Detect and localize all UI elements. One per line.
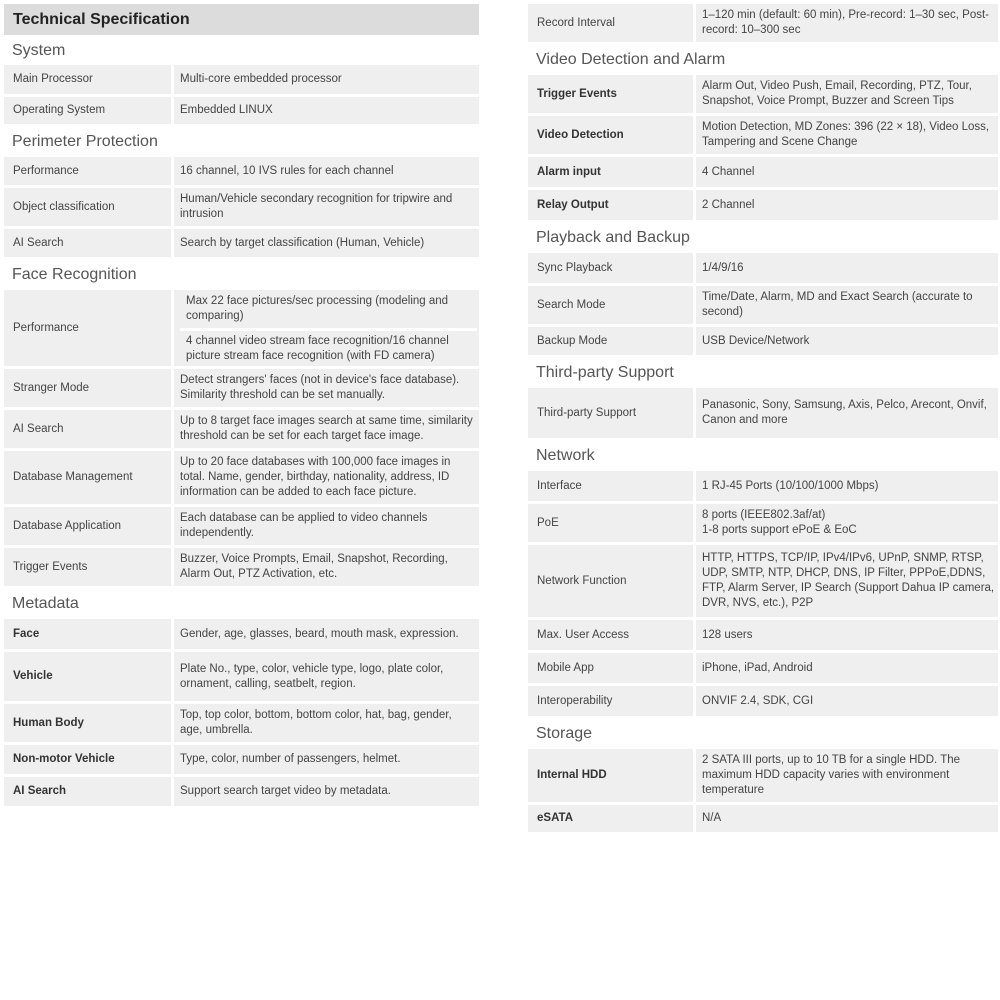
spec-row bbox=[528, 190, 998, 220]
spec-label: Sync Playback bbox=[528, 253, 696, 283]
spec-row bbox=[4, 451, 479, 504]
spec-row bbox=[528, 471, 998, 501]
spec-label: AI Search bbox=[4, 229, 174, 257]
spec-row bbox=[528, 253, 998, 283]
spec-label: Performance bbox=[4, 157, 174, 185]
spec-label: Backup Mode bbox=[528, 327, 696, 355]
spec-row bbox=[528, 388, 998, 438]
section-heading-network: Network bbox=[536, 447, 595, 464]
left-column bbox=[4, 4, 479, 809]
spec-row bbox=[528, 686, 998, 716]
spec-label: Max. User Access bbox=[528, 620, 696, 650]
spec-value: Plate No., type, color, vehicle type, logo, plate color, ornament, calling, seatbelt, region. bbox=[174, 652, 479, 701]
spec-table bbox=[4, 616, 479, 809]
spec-row bbox=[528, 116, 998, 154]
spec-row bbox=[528, 286, 998, 324]
spec-row bbox=[4, 188, 479, 226]
spec-row bbox=[4, 229, 479, 257]
spec-row bbox=[4, 652, 479, 701]
spec-value: 4 Channel bbox=[696, 157, 998, 187]
spec-label: Database Application bbox=[4, 507, 174, 545]
spec-row bbox=[4, 619, 479, 649]
spec-label: Performance bbox=[4, 290, 174, 366]
spec-label: Object classification bbox=[4, 188, 174, 226]
spec-row bbox=[4, 704, 479, 742]
spec-row bbox=[4, 777, 479, 806]
spec-value: Gender, age, glasses, beard, mouth mask, expression. bbox=[174, 619, 479, 649]
section-heading-third-party-support: Third-party Support bbox=[536, 364, 674, 381]
spec-value: Up to 8 target face images search at same time, similarity threshold can be set for each target face image. bbox=[174, 410, 479, 448]
spec-label: Alarm input bbox=[528, 157, 696, 187]
section-heading-face-recognition: Face Recognition bbox=[12, 266, 137, 283]
spec-value: USB Device/Network bbox=[696, 327, 998, 355]
spec-label: Network Function bbox=[528, 545, 696, 617]
left-spec-body bbox=[4, 37, 479, 809]
spec-value: Up to 20 face databases with 100,000 face images in total. Name, gender, birthday, nationality, address, ID information can be added to each face picture. bbox=[174, 451, 479, 504]
spec-label: eSATA bbox=[528, 805, 696, 832]
section-heading-system: System bbox=[12, 42, 66, 59]
spec-value: Embedded LINUX bbox=[174, 97, 479, 124]
spec-value: 128 users bbox=[696, 620, 998, 650]
spec-value: ONVIF 2.4, SDK, CGI bbox=[696, 686, 998, 716]
spec-value: Motion Detection, MD Zones: 396 (22 × 18), Video Loss, Tampering and Scene Change bbox=[696, 116, 998, 154]
spec-row bbox=[528, 327, 998, 355]
spec-row bbox=[4, 157, 479, 185]
spec-row bbox=[528, 4, 998, 42]
spec-label: Operating System bbox=[4, 97, 174, 124]
spec-value: 2 SATA III ports, up to 10 TB for a single HDD. The maximum HDD capacity varies with environment temperature bbox=[696, 749, 998, 802]
spec-label: AI Search bbox=[4, 777, 174, 806]
spec-row bbox=[4, 65, 479, 94]
spec-row bbox=[528, 653, 998, 683]
spec-value: HTTP, HTTPS, TCP/IP, IPv4/IPv6, UPnP, SNMP, RTSP, UDP, SMTP, NTP, DHCP, DNS, IP Filter, PPPoE,DDNS, FTP, Alarm Server, IP Search (Support Dahua IP camera, DVR, NVS, etc.), P2P bbox=[696, 545, 998, 617]
spec-row bbox=[528, 545, 998, 617]
spec-label: Face bbox=[4, 619, 174, 649]
spec-value: Alarm Out, Video Push, Email, Recording, PTZ, Tour, Snapshot, Voice Prompt, Buzzer and Screen Tips bbox=[696, 75, 998, 113]
spec-label: Non-motor Vehicle bbox=[4, 745, 174, 774]
spec-table bbox=[528, 468, 998, 719]
spec-label: Search Mode bbox=[528, 286, 696, 324]
spec-value: Human/Vehicle secondary recognition for tripwire and intrusion bbox=[174, 188, 479, 226]
section-heading-playback-and-backup: Playback and Backup bbox=[536, 229, 690, 246]
spec-value: 16 channel, 10 IVS rules for each channel bbox=[174, 157, 479, 185]
spec-label: Vehicle bbox=[4, 652, 174, 701]
spec-value: 8 ports (IEEE802.3af/at) 1-8 ports support ePoE & EoC bbox=[696, 504, 998, 542]
right-spec-body bbox=[528, 1, 998, 835]
spec-value: 1/4/9/16 bbox=[696, 253, 998, 283]
spec-table bbox=[528, 72, 998, 223]
spec-table bbox=[4, 62, 479, 127]
section-heading-storage: Storage bbox=[536, 725, 593, 742]
spec-value: N/A bbox=[696, 805, 998, 832]
spec-value: Search by target classification (Human, Vehicle) bbox=[174, 229, 479, 257]
spec-value: Panasonic, Sony, Samsung, Axis, Pelco, Arecont, Onvif, Canon and more bbox=[696, 388, 998, 438]
spec-label: PoE bbox=[528, 504, 696, 542]
spec-value: Detect strangers' faces (not in device's face database). Similarity threshold can be set manually. bbox=[174, 369, 479, 407]
spec-label: Database Management bbox=[4, 451, 174, 504]
spec-value: 4 channel video stream face recognition/16 channel picture stream face recognition (with FD camera) bbox=[180, 328, 477, 366]
spec-value: Support search target video by metadata. bbox=[174, 777, 479, 806]
spec-row bbox=[4, 548, 479, 586]
spec-row bbox=[528, 805, 998, 832]
spec-row bbox=[4, 97, 479, 124]
spec-table bbox=[528, 1, 998, 45]
spec-value: Time/Date, Alarm, MD and Exact Search (accurate to second) bbox=[696, 286, 998, 324]
spec-value: Max 22 face pictures/sec processing (modeling and comparing) bbox=[186, 295, 449, 322]
spec-row bbox=[528, 157, 998, 187]
spec-row bbox=[528, 749, 998, 802]
right-column bbox=[528, 4, 998, 835]
section-heading-metadata: Metadata bbox=[12, 595, 79, 612]
spec-row bbox=[4, 507, 479, 545]
section-heading-video-detection-and-alarm: Video Detection and Alarm bbox=[536, 51, 726, 68]
spec-label: Human Body bbox=[4, 704, 174, 742]
spec-label: AI Search bbox=[4, 410, 174, 448]
section-heading-perimeter-protection: Perimeter Protection bbox=[12, 133, 158, 150]
spec-table bbox=[528, 385, 998, 441]
spec-table bbox=[4, 154, 479, 260]
spec-row bbox=[4, 745, 479, 774]
spec-value: 1–120 min (default: 60 min), Pre-record: 1–30 sec, Post-record: 10–300 sec bbox=[696, 4, 998, 42]
spec-label: Third-party Support bbox=[528, 388, 696, 438]
spec-label: Main Processor bbox=[4, 65, 174, 94]
spec-row bbox=[4, 410, 479, 448]
spec-label: Mobile App bbox=[528, 653, 696, 683]
spec-row bbox=[528, 75, 998, 113]
spec-value-group bbox=[174, 290, 479, 366]
spec-value: iPhone, iPad, Android bbox=[696, 653, 998, 683]
spec-label: Video Detection bbox=[528, 116, 696, 154]
document-title: Technical Specification bbox=[4, 4, 479, 35]
spec-value: Top, top color, bottom, bottom color, hat, bag, gender, age, umbrella. bbox=[174, 704, 479, 742]
spec-value: Each database can be applied to video channels independently. bbox=[174, 507, 479, 545]
spec-label: Trigger Events bbox=[4, 548, 174, 586]
spec-label: Relay Output bbox=[528, 190, 696, 220]
spec-label: Record Interval bbox=[528, 4, 696, 42]
spec-label: Interoperability bbox=[528, 686, 696, 716]
spec-value: 2 Channel bbox=[696, 190, 998, 220]
spec-row bbox=[528, 620, 998, 650]
spec-value: Multi-core embedded processor bbox=[174, 65, 479, 94]
spec-value: Buzzer, Voice Prompts, Email, Snapshot, Recording, Alarm Out, PTZ Activation, etc. bbox=[174, 548, 479, 586]
spec-row bbox=[4, 290, 479, 366]
spec-label: Internal HDD bbox=[528, 749, 696, 802]
spec-value: Type, color, number of passengers, helmet. bbox=[174, 745, 479, 774]
spec-row bbox=[528, 504, 998, 542]
spec-label: Stranger Mode bbox=[4, 369, 174, 407]
spec-row bbox=[4, 369, 479, 407]
spec-table bbox=[528, 250, 998, 358]
spec-label: Trigger Events bbox=[528, 75, 696, 113]
spec-table bbox=[528, 746, 998, 835]
spec-label: Interface bbox=[528, 471, 696, 501]
spec-table bbox=[4, 287, 479, 589]
spec-value: 1 RJ-45 Ports (10/100/1000 Mbps) bbox=[696, 471, 998, 501]
